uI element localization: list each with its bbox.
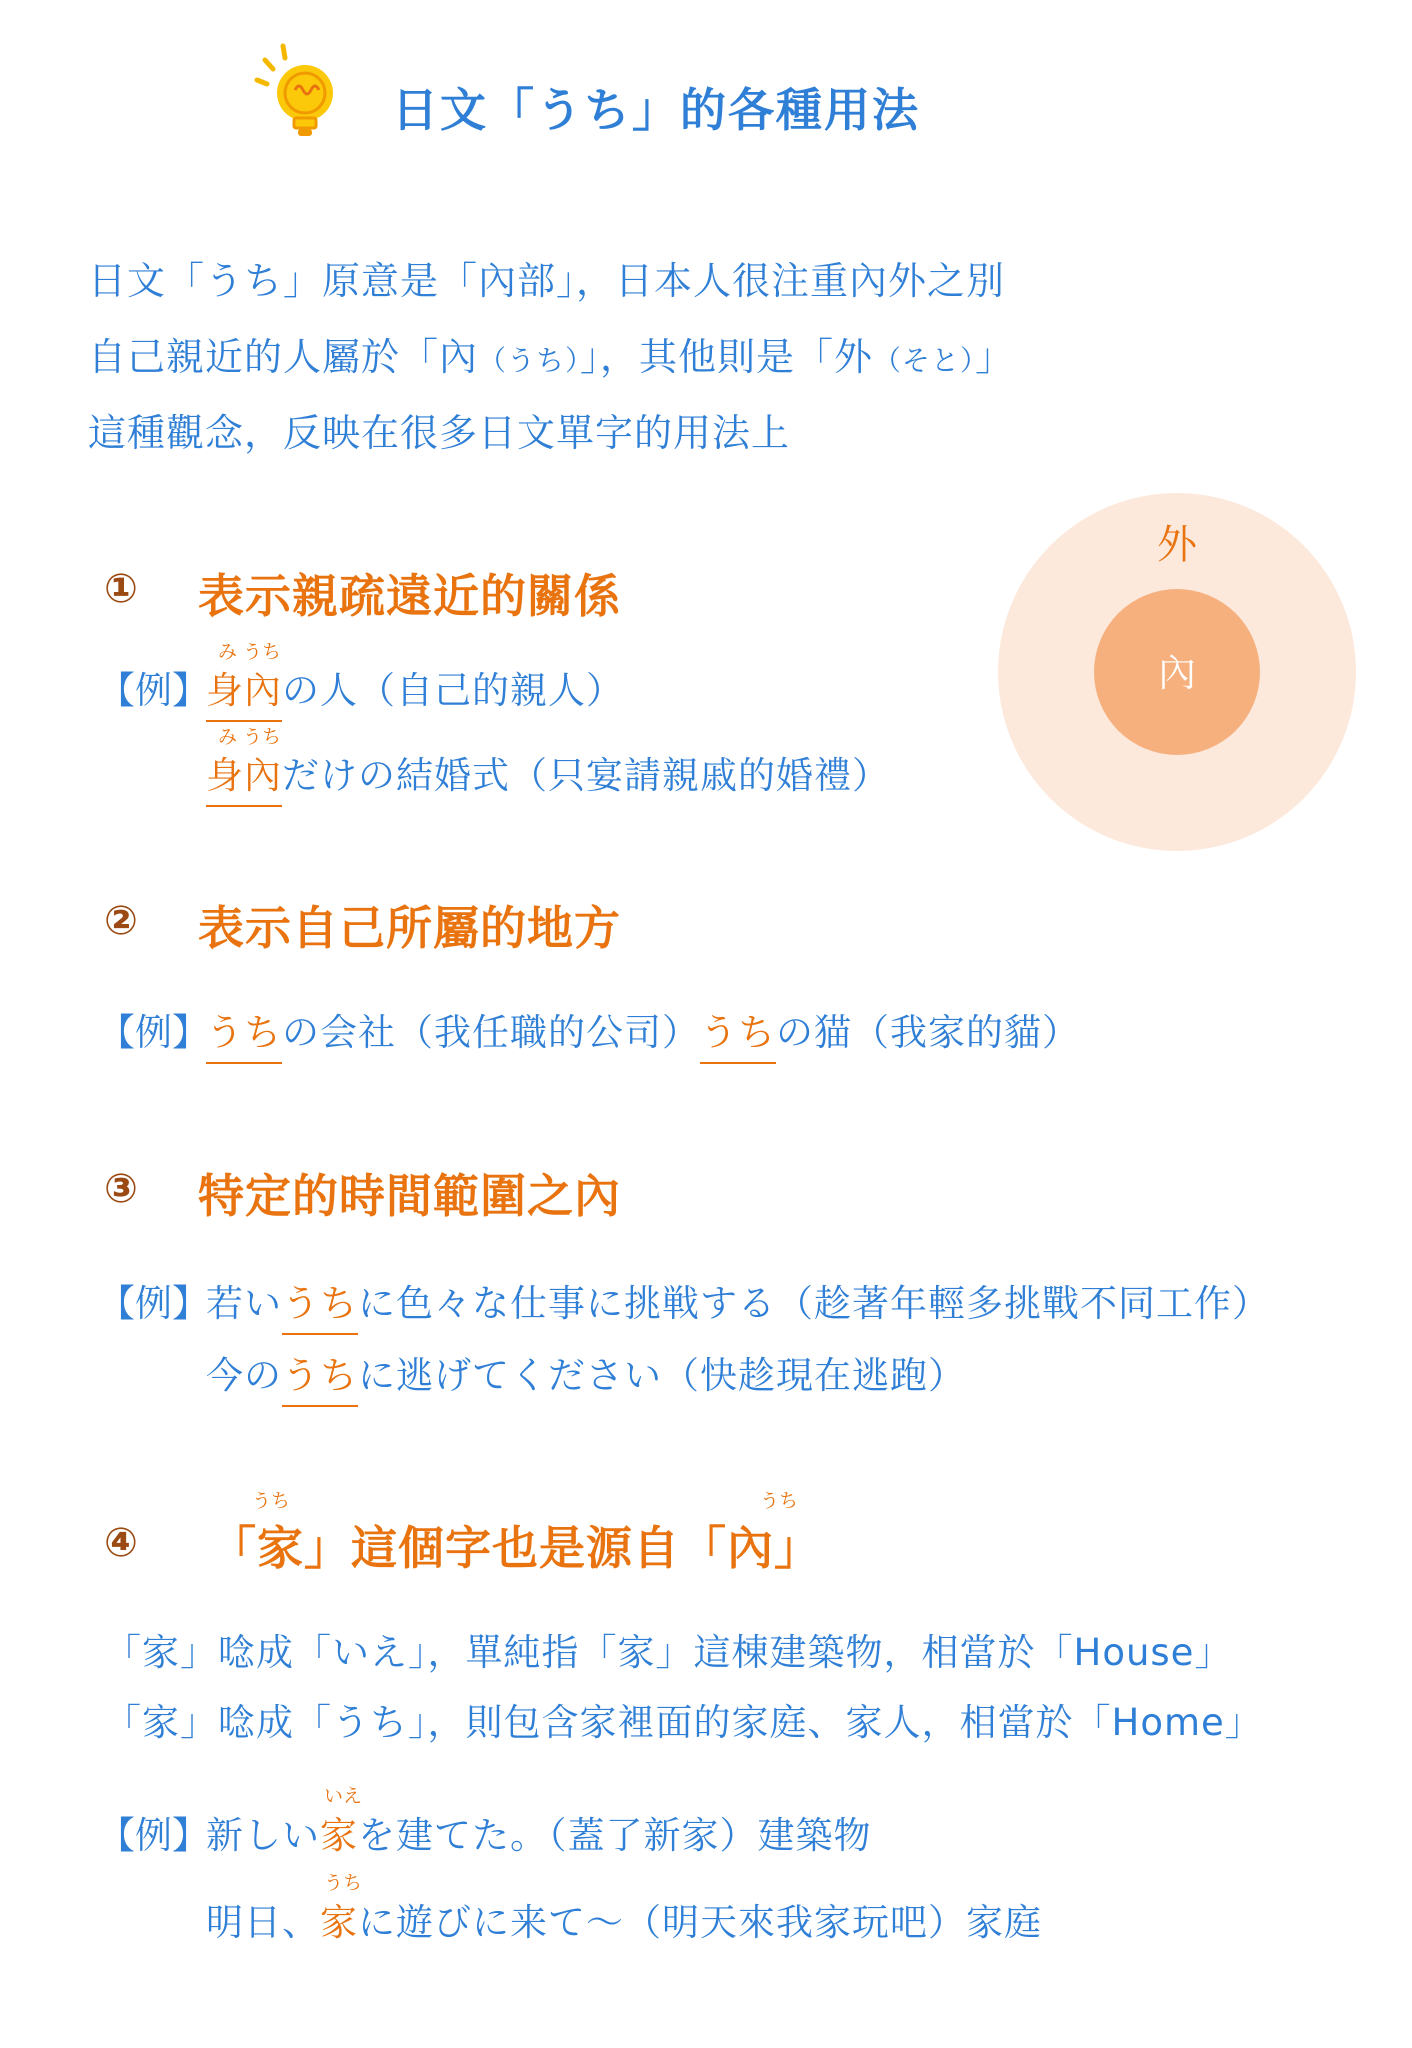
inner-label: 內 bbox=[1157, 651, 1197, 695]
section-1-number: ① bbox=[104, 566, 138, 612]
example-2: うちの会社（我任職的公司）うちの猫（我家的貓） bbox=[206, 1002, 1080, 1056]
page-title: 日文「うち」的各種用法 bbox=[392, 83, 920, 137]
section-4-number: ④ bbox=[104, 1520, 138, 1566]
example-4-1: 新しい家を建てた。（蓋了新家）建築物 bbox=[206, 1814, 872, 1857]
ruby-text: うち bbox=[324, 1872, 363, 1894]
section-4-para-2: 「家」唸成「うち」，則包含家裡面的家庭、家人，相當於「Home」 bbox=[104, 1701, 1263, 1744]
section-1-title: 表示親疏遠近的關係 bbox=[198, 569, 621, 623]
intro-line-2: 自己親近的人屬於「內（うち）」，其他則是「外（そと）」 bbox=[88, 335, 1015, 379]
ruby-text: み うち bbox=[218, 726, 282, 748]
example-label: 【例】 bbox=[98, 669, 209, 712]
intro-line-3: 這種觀念，反映在很多日文單字的用法上 bbox=[88, 411, 791, 455]
example-1-1: 身內の人（自己的親人） bbox=[206, 660, 624, 714]
lightbulb-icon bbox=[245, 38, 355, 148]
ruby-text: うち bbox=[760, 1490, 799, 1512]
example-label: 【例】 bbox=[98, 1011, 209, 1054]
example-label: 【例】 bbox=[98, 1282, 209, 1325]
example-3-1: 若いうちに色々な仕事に挑戦する（趁著年輕多挑戰不同工作） bbox=[206, 1273, 1270, 1327]
example-3-2: 今のうちに逃げてください（快趁現在逃跑） bbox=[206, 1345, 966, 1399]
ruby-text: み うち bbox=[218, 641, 282, 663]
section-2-title: 表示自己所屬的地方 bbox=[198, 901, 621, 955]
section-4-title: 「家」這個字也是源自「內」 bbox=[210, 1521, 821, 1575]
section-2-number: ② bbox=[104, 898, 138, 944]
intro-line-1: 日文「うち」原意是「內部」，日本人很注重內外之別 bbox=[88, 259, 1006, 303]
section-4-para-1: 「家」唸成「いえ」，單純指「家」這棟建築物，相當於「House」 bbox=[104, 1631, 1233, 1674]
example-4-2: 明日、家に遊びに来て～（明天來我家玩吧）家庭 bbox=[206, 1901, 1042, 1944]
example-label: 【例】 bbox=[98, 1814, 209, 1857]
inner-outer-diagram bbox=[998, 493, 1356, 851]
section-3-number: ③ bbox=[104, 1166, 138, 1212]
section-3-title: 特定的時間範圍之內 bbox=[198, 1169, 621, 1223]
outer-label: 外 bbox=[1157, 522, 1197, 568]
ruby-text: うち bbox=[252, 1490, 291, 1512]
example-1-2: 身內だけの結婚式（只宴請親戚的婚禮） bbox=[206, 745, 890, 799]
ruby-text: いえ bbox=[324, 1785, 363, 1807]
